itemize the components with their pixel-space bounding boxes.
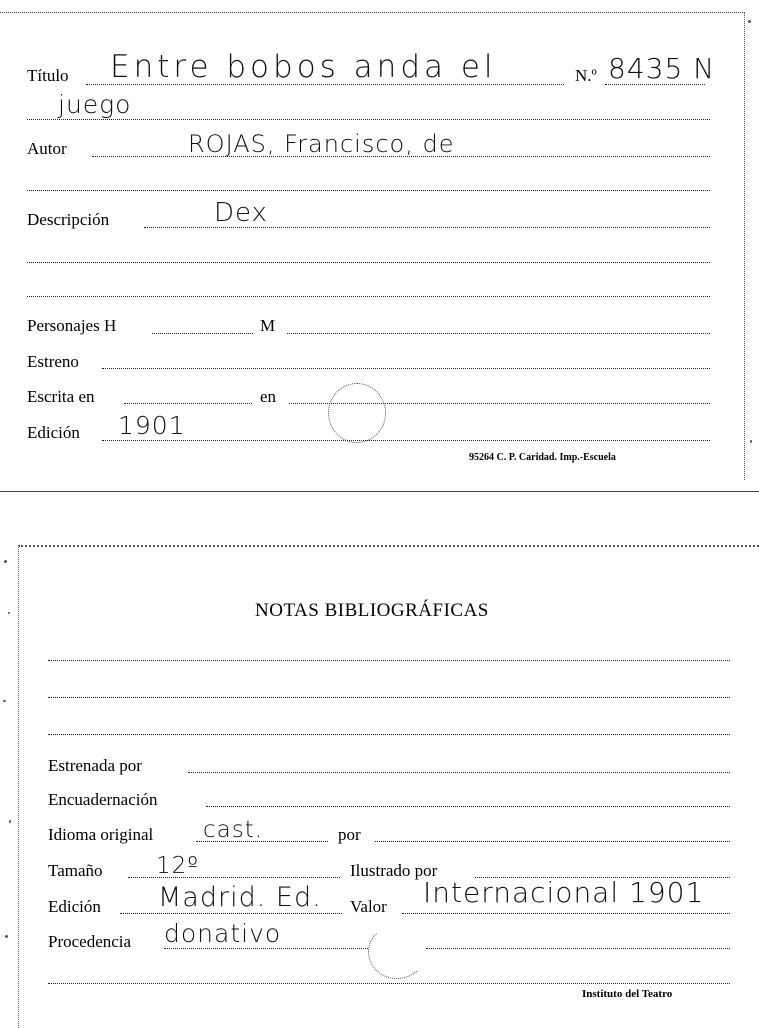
idioma-value: cast. [203, 817, 264, 843]
valor-label: Valor [350, 897, 387, 916]
back-edicion-line [120, 913, 342, 914]
scan-speck [3, 700, 6, 702]
escrita-label: Escrita en [27, 387, 95, 406]
titulo-label: Título [27, 66, 69, 85]
valor-line [402, 913, 730, 914]
idioma-label: Idioma original [48, 825, 154, 844]
institute-footer: Instituto del Teatro [582, 988, 673, 1000]
estrenada-line [188, 772, 730, 773]
titulo-value: Entre bobos anda el [110, 49, 497, 85]
personajes-m-label: M [260, 316, 276, 335]
personajes-m-line [287, 333, 710, 334]
personajes-h-line [152, 333, 253, 334]
notas-heading: NOTAS BIBLIOGRÁFICAS [255, 600, 489, 621]
titulo-line-2 [27, 119, 710, 120]
descripcion-line-3 [27, 296, 710, 297]
escrita-en-label: en [260, 387, 277, 406]
back-edicion-value: Madrid. Ed. [158, 882, 322, 913]
edicion-label: Edición [27, 423, 80, 442]
notas-line-1 [48, 660, 730, 661]
valor-value: Internacional 1901 [423, 876, 705, 909]
encuadernacion-line [206, 806, 730, 807]
back-hole-punch-mark [368, 925, 426, 979]
por-label: por [338, 825, 361, 844]
descripcion-line-2 [27, 262, 710, 263]
procedencia-value: donativo [164, 919, 282, 948]
escrita-line [124, 403, 252, 404]
scan-speck [750, 440, 752, 443]
estrenada-label: Estrenada por [48, 756, 142, 775]
scan-speck [9, 820, 11, 823]
tamano-label: Tamaño [48, 861, 103, 880]
edicion-line [102, 440, 710, 441]
procedencia-line-2 [426, 948, 730, 949]
estreno-line [102, 368, 710, 369]
hole-punch-mark [328, 383, 386, 443]
autor-label: Autor [27, 139, 67, 158]
titulo-value-2: juego [58, 90, 132, 119]
back-edicion-label: Edición [48, 897, 101, 916]
notas-line-3 [48, 734, 730, 735]
numero-label: N.º [575, 66, 597, 85]
autor-value: ROJAS, Francisco, de [188, 130, 455, 158]
printer-imprint: 95264 C. P. Caridad. Imp.-Escuela [469, 452, 616, 463]
scan-speck [4, 560, 7, 563]
notas-line-final [48, 983, 730, 984]
ilustrado-label: Ilustrado por [350, 861, 438, 880]
numero-value: 8435 N [608, 52, 716, 85]
scan-speck [5, 935, 8, 938]
scan-speck [8, 612, 10, 614]
estreno-label: Estreno [27, 352, 79, 371]
encuadernacion-label: Encuadernación [48, 790, 158, 809]
scan-speck [748, 20, 751, 23]
autor-line-2 [27, 190, 710, 191]
por-line [375, 841, 730, 842]
tamano-value: 12º [156, 853, 200, 879]
procedencia-line [164, 948, 368, 949]
notas-line-2 [48, 697, 730, 698]
descripcion-value: Dex [214, 198, 268, 228]
edicion-value: 1901 [118, 411, 186, 440]
personajes-label: Personajes H [27, 316, 117, 335]
descripcion-label: Descripción [27, 210, 110, 229]
procedencia-label: Procedencia [48, 932, 132, 951]
card-separator [0, 491, 759, 492]
